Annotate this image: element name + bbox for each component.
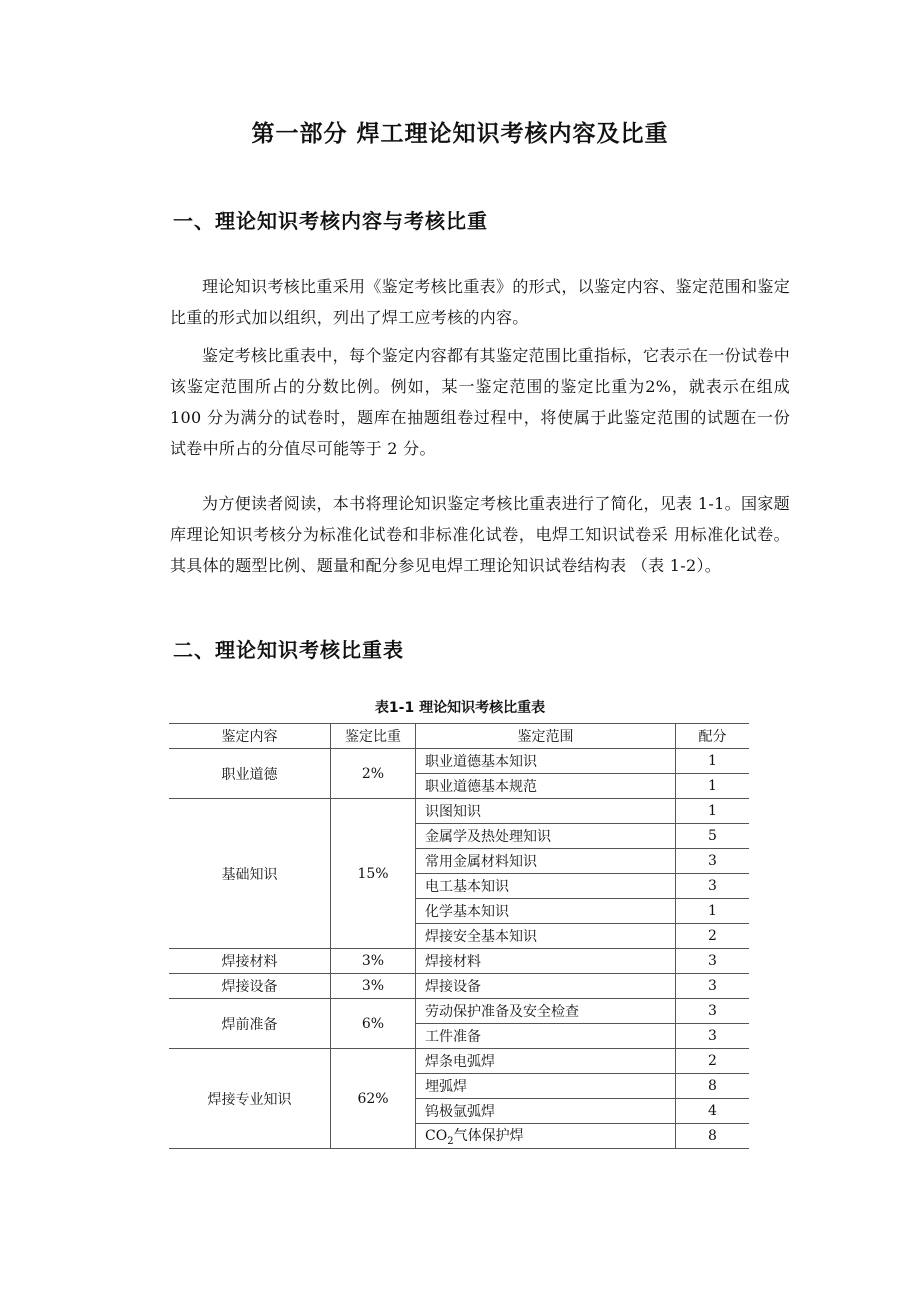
cell-scope: 劳动保护准备及安全检查 bbox=[416, 999, 676, 1024]
table-header-row bbox=[169, 724, 749, 749]
cell-score: 8 bbox=[676, 1074, 750, 1099]
cell-scope: 工件准备 bbox=[416, 1024, 676, 1049]
paragraph-table-reference: 为方便读者阅读，本书将理论知识鉴定考核比重表进行了简化，见表 1-1。国家题库理论知识考核分为标准化试卷和非标准化试卷，电焊工知识试卷采 用标准化试卷。其具体的题型比例、题量和配分参见电焊工理论知识试卷结构表 （表 1-2）。 bbox=[170, 494, 790, 575]
cell-score: 3 bbox=[676, 874, 750, 899]
header-score: 配分 bbox=[676, 724, 750, 749]
page-title: 第一部分 焊工理论知识考核内容及比重 bbox=[251, 121, 669, 147]
paragraph-weight-explanation: 鉴定考核比重表中，每个鉴定内容都有其鉴定范围比重指标，它表示在一份试卷中该鉴定范围所占的分数比例。例如，某一鉴定范围的鉴定比重为2%，就表示在组成100 分为满分的试卷时，题库在抽题组卷过程中，将使属于此鉴定范围的试题在一份试卷中所占的分值尽可能等于 2 分。 bbox=[170, 346, 790, 458]
cell-content: 焊接材料 bbox=[169, 949, 331, 974]
cell-scope: 焊条电弧焊 bbox=[416, 1049, 676, 1074]
table-row bbox=[169, 749, 749, 774]
paragraph-intro: 理论知识考核比重采用《鉴定考核比重表》的形式，以鉴定内容、鉴定范围和鉴定比重的形式加以组织，列出了焊工应考核的内容。 bbox=[170, 277, 790, 327]
cell-scope bbox=[416, 1124, 676, 1149]
cell-content: 焊接设备 bbox=[169, 974, 331, 999]
cell-weight: 15% bbox=[331, 799, 416, 949]
cell-content: 焊前准备 bbox=[169, 999, 331, 1049]
cell-score: 1 bbox=[676, 774, 750, 799]
cell-score: 3 bbox=[676, 999, 750, 1024]
weight-table bbox=[169, 723, 749, 1149]
cell-score: 3 bbox=[676, 949, 750, 974]
cell-scope: 焊接设备 bbox=[416, 974, 676, 999]
cell-content: 基础知识 bbox=[169, 799, 331, 949]
header-weight: 鉴定比重 bbox=[331, 724, 416, 749]
cell-content: 焊接专业知识 bbox=[169, 1049, 331, 1149]
cell-scope: 焊接安全基本知识 bbox=[416, 924, 676, 949]
table-caption: 表1-1 理论知识考核比重表 bbox=[374, 700, 546, 716]
cell-weight: 3% bbox=[331, 974, 416, 999]
cell-weight: 62% bbox=[331, 1049, 416, 1149]
cell-scope: 识图知识 bbox=[416, 799, 676, 824]
table-row bbox=[169, 999, 749, 1024]
cell-scope: 电工基本知识 bbox=[416, 874, 676, 899]
cell-score: 3 bbox=[676, 849, 750, 874]
cell-weight: 2% bbox=[331, 749, 416, 799]
header-content: 鉴定内容 bbox=[169, 724, 331, 749]
table-row bbox=[169, 1049, 749, 1074]
cell-weight: 6% bbox=[331, 999, 416, 1049]
cell-score: 1 bbox=[676, 899, 750, 924]
cell-score: 3 bbox=[676, 1024, 750, 1049]
cell-score: 2 bbox=[676, 924, 750, 949]
cell-content: 职业道德 bbox=[169, 749, 331, 799]
cell-scope: 焊接材料 bbox=[416, 949, 676, 974]
cell-weight: 3% bbox=[331, 949, 416, 974]
section-heading-weight-table: 二、理论知识考核比重表 bbox=[173, 638, 404, 662]
cell-scope: 金属学及热处理知识 bbox=[416, 824, 676, 849]
cell-score: 4 bbox=[676, 1099, 750, 1124]
cell-score: 5 bbox=[676, 824, 750, 849]
table-row bbox=[169, 974, 749, 999]
scope-co2-prefix: CO bbox=[425, 1128, 448, 1145]
cell-scope: 职业道德基本知识 bbox=[416, 749, 676, 774]
header-scope: 鉴定范围 bbox=[416, 724, 676, 749]
scope-co2-subscript: 2 bbox=[447, 1135, 454, 1147]
cell-score: 8 bbox=[676, 1124, 750, 1149]
cell-score: 1 bbox=[676, 749, 750, 774]
cell-scope: 埋弧焊 bbox=[416, 1074, 676, 1099]
cell-scope: 常用金属材料知识 bbox=[416, 849, 676, 874]
cell-scope: 职业道德基本规范 bbox=[416, 774, 676, 799]
cell-score: 3 bbox=[676, 974, 750, 999]
cell-score: 1 bbox=[676, 799, 750, 824]
section-heading-theory-content: 一、理论知识考核内容与考核比重 bbox=[173, 209, 488, 233]
table-row bbox=[169, 799, 749, 824]
cell-score: 2 bbox=[676, 1049, 750, 1074]
scope-co2-suffix: 气体保护焊 bbox=[453, 1128, 524, 1145]
table-row bbox=[169, 949, 749, 974]
cell-scope: 钨极氩弧焊 bbox=[416, 1099, 676, 1124]
cell-scope: 化学基本知识 bbox=[416, 899, 676, 924]
